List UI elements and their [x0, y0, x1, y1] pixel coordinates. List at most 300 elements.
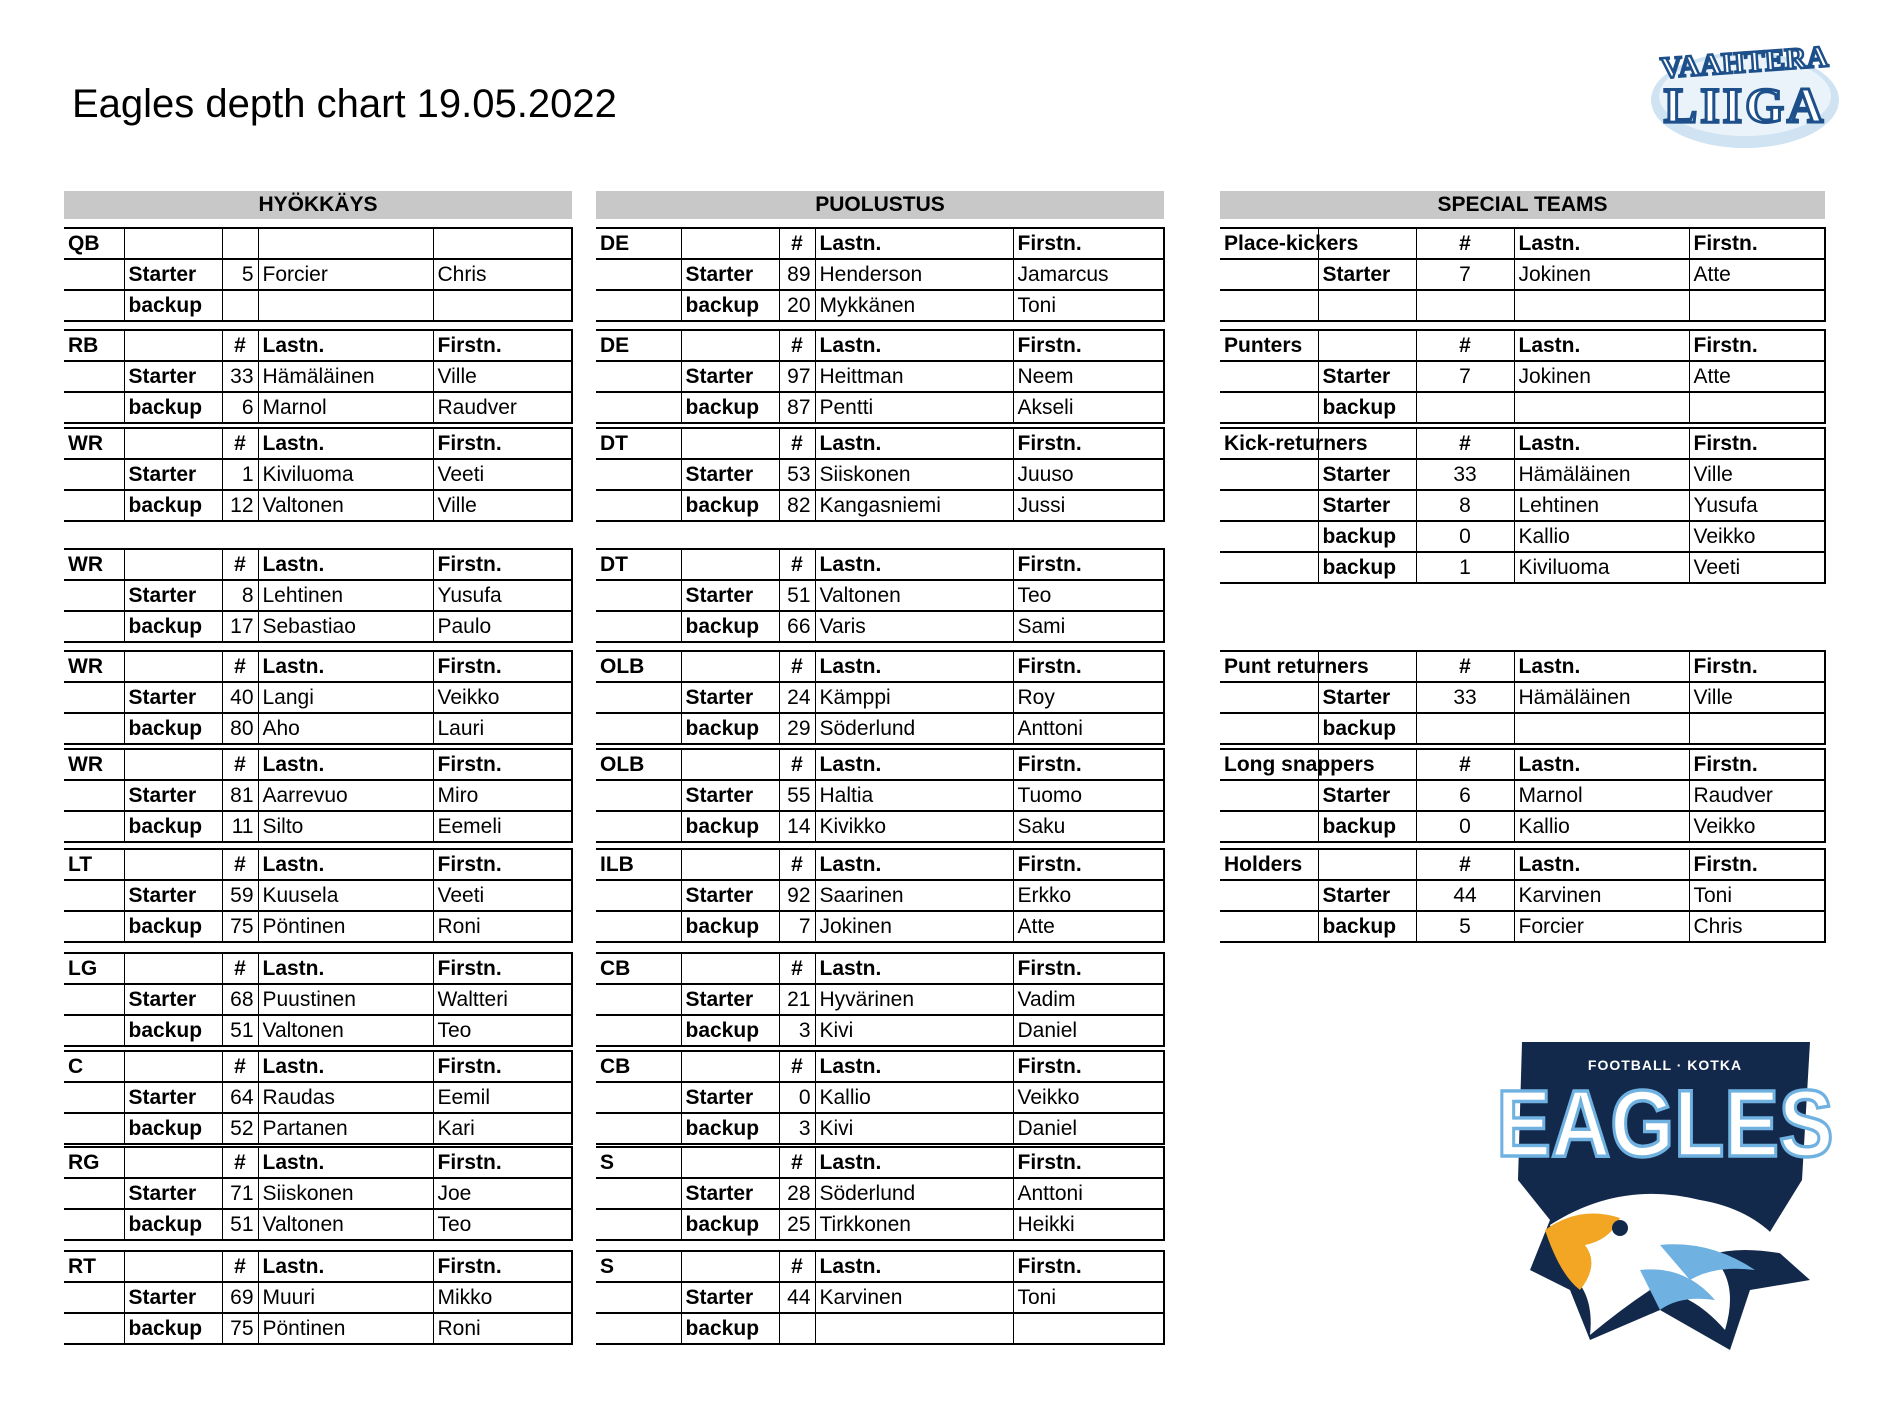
depth-role: backup [124, 811, 222, 842]
position-group-rb [64, 329, 572, 424]
position-header-row [596, 953, 1164, 984]
position-group-ilb [596, 848, 1164, 943]
position-label: Place-kickers [1220, 228, 1318, 259]
header-blank [124, 228, 222, 259]
position-label: OLB [596, 749, 681, 780]
last-name: Hämäläinen [258, 361, 433, 392]
header-lastname: Lastn. [1514, 330, 1689, 361]
first-name: Ville [433, 361, 572, 392]
row-blank [64, 611, 124, 642]
position-group-c [64, 1050, 572, 1145]
jersey-number: 64 [222, 1082, 258, 1113]
jersey-number: 87 [779, 392, 815, 423]
header-number: # [1416, 228, 1514, 259]
jersey-number: 14 [779, 811, 815, 842]
last-name: Mykkänen [815, 290, 1013, 321]
header-lastname: Lastn. [1514, 428, 1689, 459]
row-blank [64, 880, 124, 911]
last-name: Valtonen [815, 580, 1013, 611]
table-row [64, 459, 572, 490]
depth-role: Starter [124, 984, 222, 1015]
header-firstname: Firstn. [1013, 549, 1164, 580]
header-firstname [433, 228, 572, 259]
last-name: Kämppi [815, 682, 1013, 713]
row-blank [1220, 713, 1318, 744]
row-blank [596, 490, 681, 521]
header-blank [681, 651, 779, 682]
first-name: Veikko [1689, 811, 1825, 842]
depth-role: backup [681, 1313, 779, 1344]
first-name: Toni [1689, 880, 1825, 911]
first-name: Mikko [433, 1282, 572, 1313]
jersey-number: 75 [222, 911, 258, 942]
first-name: Kari [433, 1113, 572, 1144]
last-name: Kiviluoma [1514, 552, 1689, 583]
table-row [596, 682, 1164, 713]
header-lastname: Lastn. [815, 330, 1013, 361]
header-lastname: Lastn. [258, 1147, 433, 1178]
first-name: Paulo [433, 611, 572, 642]
position-label: S [596, 1147, 681, 1178]
row-blank [64, 1282, 124, 1313]
depth-role: backup [1318, 811, 1416, 842]
position-label: RT [64, 1251, 124, 1282]
last-name: Lehtinen [258, 580, 433, 611]
jersey-number: 33 [1416, 459, 1514, 490]
position-label: WR [64, 428, 124, 459]
jersey-number: 44 [1416, 880, 1514, 911]
position-label: S [596, 1251, 681, 1282]
last-name [815, 1313, 1013, 1344]
position-header-row [64, 849, 572, 880]
row-blank [1220, 361, 1318, 392]
last-name: Siiskonen [258, 1178, 433, 1209]
row-blank [596, 1313, 681, 1344]
header-number: # [222, 651, 258, 682]
row-blank [1220, 780, 1318, 811]
position-group-kick-returners [1220, 427, 1825, 584]
first-name: Chris [433, 259, 572, 290]
first-name: Erkko [1013, 880, 1164, 911]
last-name: Valtonen [258, 1209, 433, 1240]
last-name: Marnol [258, 392, 433, 423]
jersey-number [1416, 713, 1514, 744]
depth-role: backup [124, 1015, 222, 1046]
row-blank [596, 811, 681, 842]
header-number: # [779, 1251, 815, 1282]
row-blank [64, 1209, 124, 1240]
header-lastname: Lastn. [815, 428, 1013, 459]
depth-role [1318, 290, 1416, 321]
depth-role: backup [681, 1015, 779, 1046]
header-number: # [1416, 749, 1514, 780]
last-name: Kangasniemi [815, 490, 1013, 521]
table-row [64, 611, 572, 642]
position-header-row [64, 1051, 572, 1082]
header-number: # [779, 228, 815, 259]
table-row [596, 811, 1164, 842]
depth-role: backup [681, 1209, 779, 1240]
position-label: C [64, 1051, 124, 1082]
table-row [1220, 780, 1825, 811]
position-label: DE [596, 330, 681, 361]
row-blank [64, 290, 124, 321]
first-name: Chris [1689, 911, 1825, 942]
depth-role: backup [1318, 392, 1416, 423]
header-lastname: Lastn. [815, 1251, 1013, 1282]
header-blank [124, 1147, 222, 1178]
jersey-number: 0 [1416, 811, 1514, 842]
position-header-row [1220, 849, 1825, 880]
header-blank [124, 953, 222, 984]
position-group-rg [64, 1146, 572, 1241]
depth-role: Starter [1318, 459, 1416, 490]
last-name: Haltia [815, 780, 1013, 811]
position-group-olb [596, 748, 1164, 843]
depth-role: backup [124, 1113, 222, 1144]
position-group-s [596, 1146, 1164, 1241]
last-name: Silto [258, 811, 433, 842]
jersey-number: 53 [779, 459, 815, 490]
last-name: Raudas [258, 1082, 433, 1113]
position-header-row [1220, 749, 1825, 780]
page-title: Eagles depth chart 19.05.2022 [72, 82, 617, 126]
depth-role: Starter [681, 984, 779, 1015]
header-lastname: Lastn. [258, 330, 433, 361]
depth-role: backup [1318, 911, 1416, 942]
jersey-number: 12 [222, 490, 258, 521]
header-lastname: Lastn. [258, 953, 433, 984]
jersey-number: 52 [222, 1113, 258, 1144]
jersey-number: 1 [222, 459, 258, 490]
first-name [433, 290, 572, 321]
vaahtera-liiga-logo [1645, 30, 1845, 155]
depth-role: backup [681, 290, 779, 321]
row-blank [1220, 521, 1318, 552]
depth-role: Starter [681, 780, 779, 811]
special-teams-section [1220, 191, 1825, 938]
defense-section [596, 191, 1164, 1340]
last-name: Aho [258, 713, 433, 744]
row-blank [596, 713, 681, 744]
header-blank [124, 1251, 222, 1282]
position-header-row [64, 1147, 572, 1178]
jersey-number: 33 [222, 361, 258, 392]
header-lastname: Lastn. [1514, 749, 1689, 780]
position-group-wr [64, 427, 572, 522]
last-name: Kivi [815, 1015, 1013, 1046]
table-row [1220, 490, 1825, 521]
row-blank [596, 780, 681, 811]
position-group-cb [596, 952, 1164, 1047]
depth-role: backup [124, 1313, 222, 1344]
jersey-number: 20 [779, 290, 815, 321]
row-blank [64, 984, 124, 1015]
row-blank [596, 290, 681, 321]
row-blank [596, 911, 681, 942]
last-name: Jokinen [815, 911, 1013, 942]
table-row [596, 984, 1164, 1015]
position-group-punt-returners [1220, 650, 1825, 745]
jersey-number: 21 [779, 984, 815, 1015]
first-name: Sami [1013, 611, 1164, 642]
last-name: Karvinen [1514, 880, 1689, 911]
row-blank [596, 1282, 681, 1313]
jersey-number: 51 [222, 1015, 258, 1046]
position-header-row [596, 428, 1164, 459]
depth-role: Starter [124, 459, 222, 490]
first-name: Juuso [1013, 459, 1164, 490]
first-name: Teo [1013, 580, 1164, 611]
row-blank [596, 611, 681, 642]
last-name: Söderlund [815, 713, 1013, 744]
header-firstname: Firstn. [1689, 849, 1825, 880]
depth-role: backup [124, 1209, 222, 1240]
jersey-number: 24 [779, 682, 815, 713]
table-row [64, 290, 572, 321]
table-row [64, 259, 572, 290]
last-name: Puustinen [258, 984, 433, 1015]
header-firstname: Firstn. [433, 428, 572, 459]
header-blank [124, 428, 222, 459]
position-header-row [64, 330, 572, 361]
header-blank [1318, 330, 1416, 361]
header-blank [124, 549, 222, 580]
header-firstname: Firstn. [1013, 849, 1164, 880]
first-name: Veeti [1689, 552, 1825, 583]
table-row [1220, 811, 1825, 842]
header-blank [681, 330, 779, 361]
jersey-number: 59 [222, 880, 258, 911]
jersey-number: 92 [779, 880, 815, 911]
last-name: Heittman [815, 361, 1013, 392]
header-lastname: Lastn. [815, 749, 1013, 780]
first-name: Roy [1013, 682, 1164, 713]
table-row [1220, 552, 1825, 583]
header-firstname: Firstn. [433, 549, 572, 580]
last-name: Valtonen [258, 490, 433, 521]
header-number: # [1416, 849, 1514, 880]
table-row [64, 682, 572, 713]
position-header-row [1220, 651, 1825, 682]
depth-role: backup [124, 290, 222, 321]
table-row [64, 911, 572, 942]
row-blank [596, 361, 681, 392]
header-firstname: Firstn. [1013, 1147, 1164, 1178]
header-firstname: Firstn. [1013, 953, 1164, 984]
first-name: Teo [433, 1015, 572, 1046]
jersey-number: 33 [1416, 682, 1514, 713]
jersey-number: 0 [779, 1082, 815, 1113]
table-row [64, 580, 572, 611]
table-row [64, 1209, 572, 1240]
header-number: # [222, 549, 258, 580]
first-name: Atte [1013, 911, 1164, 942]
position-header-row [596, 330, 1164, 361]
last-name: Jokinen [1514, 259, 1689, 290]
jersey-number: 29 [779, 713, 815, 744]
jersey-number: 97 [779, 361, 815, 392]
header-firstname: Firstn. [1013, 1051, 1164, 1082]
row-blank [596, 984, 681, 1015]
row-blank [64, 1113, 124, 1144]
depth-role: backup [124, 611, 222, 642]
jersey-number: 71 [222, 1178, 258, 1209]
header-lastname: Lastn. [258, 749, 433, 780]
first-name: Veikko [1689, 521, 1825, 552]
position-header-row [64, 953, 572, 984]
table-row [596, 780, 1164, 811]
table-row [64, 713, 572, 744]
header-firstname: Firstn. [1689, 228, 1825, 259]
position-label: DT [596, 428, 681, 459]
header-number: # [779, 330, 815, 361]
depth-role: Starter [124, 880, 222, 911]
header-number: # [779, 849, 815, 880]
table-row [64, 490, 572, 521]
first-name: Jussi [1013, 490, 1164, 521]
header-firstname: Firstn. [433, 849, 572, 880]
jersey-number: 82 [779, 490, 815, 521]
row-blank [64, 1313, 124, 1344]
table-row [64, 1313, 572, 1344]
row-blank [64, 259, 124, 290]
header-number: # [779, 1147, 815, 1178]
table-row [1220, 521, 1825, 552]
position-group-cb [596, 1050, 1164, 1145]
last-name: Kiviluoma [258, 459, 433, 490]
position-header-row [596, 849, 1164, 880]
row-blank [596, 682, 681, 713]
position-label: Punt returners [1220, 651, 1318, 682]
position-header-row [596, 749, 1164, 780]
jersey-number: 7 [779, 911, 815, 942]
position-group-long-snappers [1220, 748, 1825, 843]
header-lastname: Lastn. [1514, 228, 1689, 259]
header-firstname: Firstn. [1689, 651, 1825, 682]
last-name: Valtonen [258, 1015, 433, 1046]
row-blank [596, 1015, 681, 1046]
depth-role: Starter [124, 1082, 222, 1113]
header-firstname: Firstn. [1689, 749, 1825, 780]
depth-role: backup [681, 490, 779, 521]
header-number: # [222, 749, 258, 780]
position-label: LT [64, 849, 124, 880]
depth-role: Starter [1318, 259, 1416, 290]
depth-role: backup [124, 392, 222, 423]
jersey-number: 7 [1416, 361, 1514, 392]
table-row [1220, 459, 1825, 490]
last-name: Hämäläinen [1514, 459, 1689, 490]
first-name: Anttoni [1013, 713, 1164, 744]
position-group-s [596, 1250, 1164, 1345]
table-row [64, 984, 572, 1015]
special-teams-header: SPECIAL TEAMS [1220, 191, 1825, 219]
position-header-row [64, 1251, 572, 1282]
position-label: Kick-returners [1220, 428, 1318, 459]
table-row [596, 1282, 1164, 1313]
jersey-number: 68 [222, 984, 258, 1015]
depth-role: backup [1318, 713, 1416, 744]
first-name: Yusufa [433, 580, 572, 611]
table-row [64, 880, 572, 911]
first-name: Atte [1689, 259, 1825, 290]
row-blank [64, 682, 124, 713]
depth-role: backup [124, 911, 222, 942]
first-name: Veikko [433, 682, 572, 713]
table-row [596, 580, 1164, 611]
first-name [1013, 1313, 1164, 1344]
jersey-number: 3 [779, 1113, 815, 1144]
table-row [596, 459, 1164, 490]
table-row [596, 1082, 1164, 1113]
jersey-number: 80 [222, 713, 258, 744]
depth-role: backup [681, 392, 779, 423]
position-header-row [1220, 228, 1825, 259]
league-logo-top-text: VAAHTERA [1659, 40, 1830, 85]
table-row [64, 1282, 572, 1313]
last-name: Partanen [258, 1113, 433, 1144]
jersey-number: 75 [222, 1313, 258, 1344]
header-lastname: Lastn. [815, 849, 1013, 880]
header-blank [681, 849, 779, 880]
table-row [1220, 713, 1825, 744]
header-lastname: Lastn. [258, 1251, 433, 1282]
header-blank [681, 953, 779, 984]
row-blank [596, 259, 681, 290]
first-name: Roni [433, 911, 572, 942]
last-name: Kallio [815, 1082, 1013, 1113]
position-group-de [596, 227, 1164, 322]
first-name: Daniel [1013, 1113, 1164, 1144]
header-lastname: Lastn. [258, 1051, 433, 1082]
last-name: Hyvärinen [815, 984, 1013, 1015]
first-name: Neem [1013, 361, 1164, 392]
last-name: Sebastiao [258, 611, 433, 642]
header-number [222, 228, 258, 259]
jersey-number: 8 [1416, 490, 1514, 521]
first-name: Atte [1689, 361, 1825, 392]
row-blank [64, 392, 124, 423]
first-name: Waltteri [433, 984, 572, 1015]
depth-role: Starter [124, 259, 222, 290]
depth-role: Starter [124, 1178, 222, 1209]
table-row [596, 392, 1164, 423]
first-name [1689, 290, 1825, 321]
depth-role: backup [681, 1113, 779, 1144]
row-blank [596, 580, 681, 611]
header-blank [1318, 849, 1416, 880]
header-firstname: Firstn. [1013, 428, 1164, 459]
table-row [596, 490, 1164, 521]
jersey-number: 6 [1416, 780, 1514, 811]
row-blank [64, 490, 124, 521]
row-blank [64, 580, 124, 611]
header-number: # [222, 849, 258, 880]
depth-role: Starter [124, 580, 222, 611]
first-name: Roni [433, 1313, 572, 1344]
last-name: Kivikko [815, 811, 1013, 842]
position-header-row [64, 749, 572, 780]
depth-role: Starter [681, 1082, 779, 1113]
table-row [596, 1178, 1164, 1209]
row-blank [596, 1082, 681, 1113]
header-blank [124, 849, 222, 880]
last-name: Kallio [1514, 521, 1689, 552]
header-blank [124, 651, 222, 682]
last-name: Pentti [815, 392, 1013, 423]
row-blank [64, 1178, 124, 1209]
